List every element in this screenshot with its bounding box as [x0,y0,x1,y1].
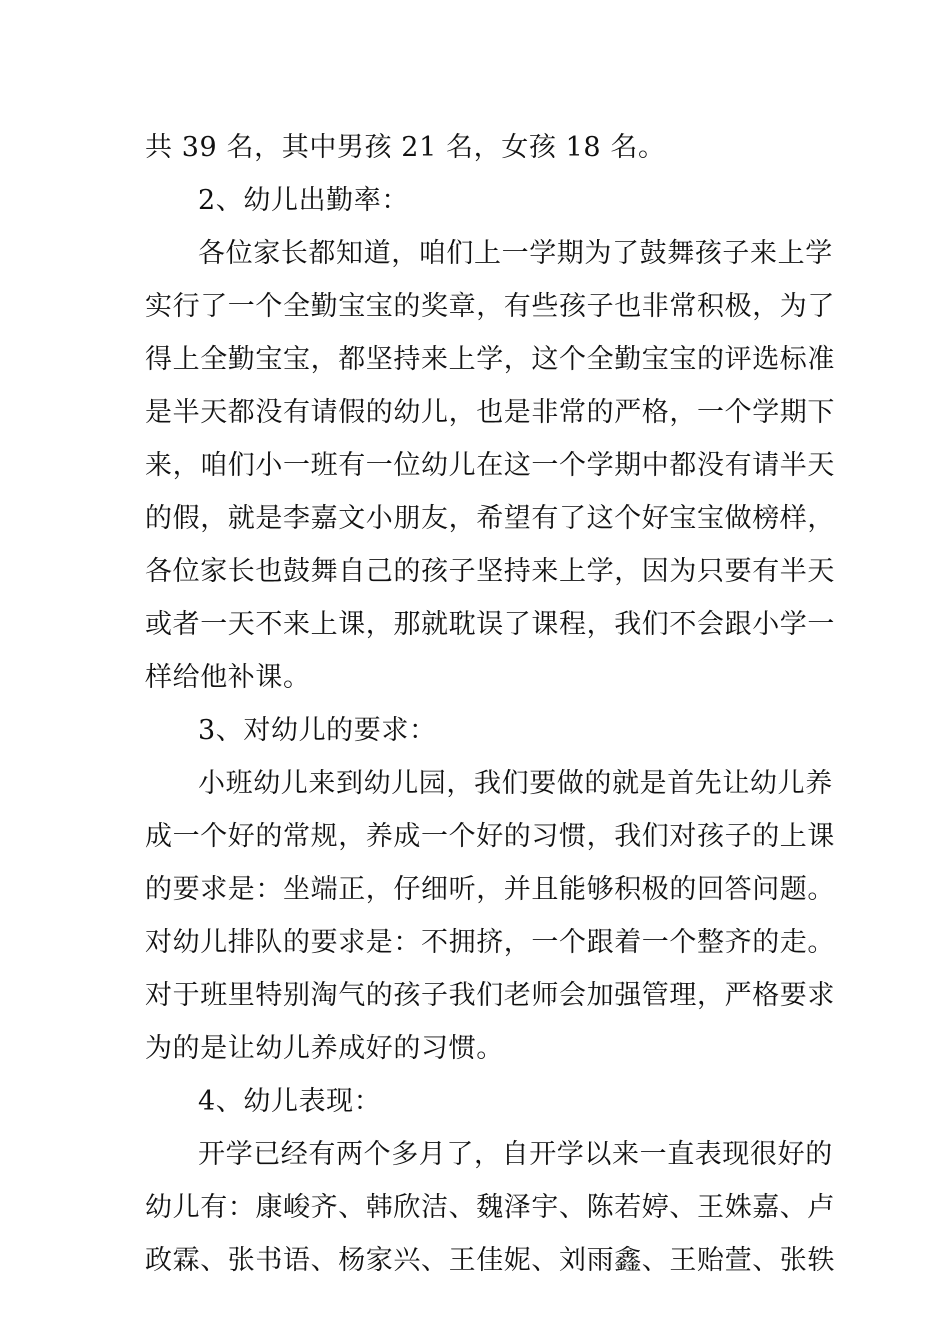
section-heading: 3、对幼儿的要求： [198,715,437,746]
paragraph-line: 来，咱们小一班有一位幼儿在这一个学期中都没有请半天 [145,450,835,481]
paragraph-line: 各位家长都知道，咱们上一学期为了鼓舞孩子来上学 [198,238,833,269]
paragraph-line: 小班幼儿来到幼儿园，我们要做的就是首先让幼儿养 [198,768,833,799]
paragraph-line: 或者一天不来上课，那就耽误了课程，我们不会跟小学一 [145,609,835,640]
paragraph-line: 的要求是：坐端正，仔细听，并且能够积极的回答问题。 [145,874,835,905]
paragraph-line: 开学已经有两个多月了，自开学以来一直表现很好的 [198,1139,833,1170]
paragraph-line: 成一个好的常规，养成一个好的习惯，我们对孩子的上课 [145,821,835,852]
paragraph-line: 政霖、张书语、杨家兴、王佳妮、刘雨鑫、王贻萱、张轶 [145,1245,835,1276]
paragraph-line: 是半天都没有请假的幼儿，也是非常的严格，一个学期下 [145,397,835,428]
paragraph-line: 对幼儿排队的要求是：不拥挤，一个跟着一个整齐的走。 [145,927,835,958]
paragraph-line: 样给他补课。 [145,662,311,693]
paragraph-line: 为的是让幼儿养成好的习惯。 [145,1033,504,1064]
paragraph-line: 对于班里特别淘气的孩子我们老师会加强管理，严格要求 [145,980,835,1011]
section-heading: 2、幼儿出勤率： [198,185,409,216]
text-line: 共 39 名，其中男孩 21 名，女孩 18 名。 [145,132,666,163]
paragraph-line: 各位家长也鼓舞自己的孩子坚持来上学，因为只要有半天 [145,556,835,587]
section-heading: 4、幼儿表现： [198,1086,382,1117]
paragraph-line: 实行了一个全勤宝宝的奖章，有些孩子也非常积极，为了 [145,291,835,322]
paragraph-line: 得上全勤宝宝，都坚持来上学，这个全勤宝宝的评选标准 [145,344,835,375]
paragraph-line: 的假，就是李嘉文小朋友，希望有了这个好宝宝做榜样， [145,503,835,534]
paragraph-line: 幼儿有：康峻齐、韩欣洁、魏泽宇、陈若婷、王姝嘉、卢 [145,1192,835,1223]
